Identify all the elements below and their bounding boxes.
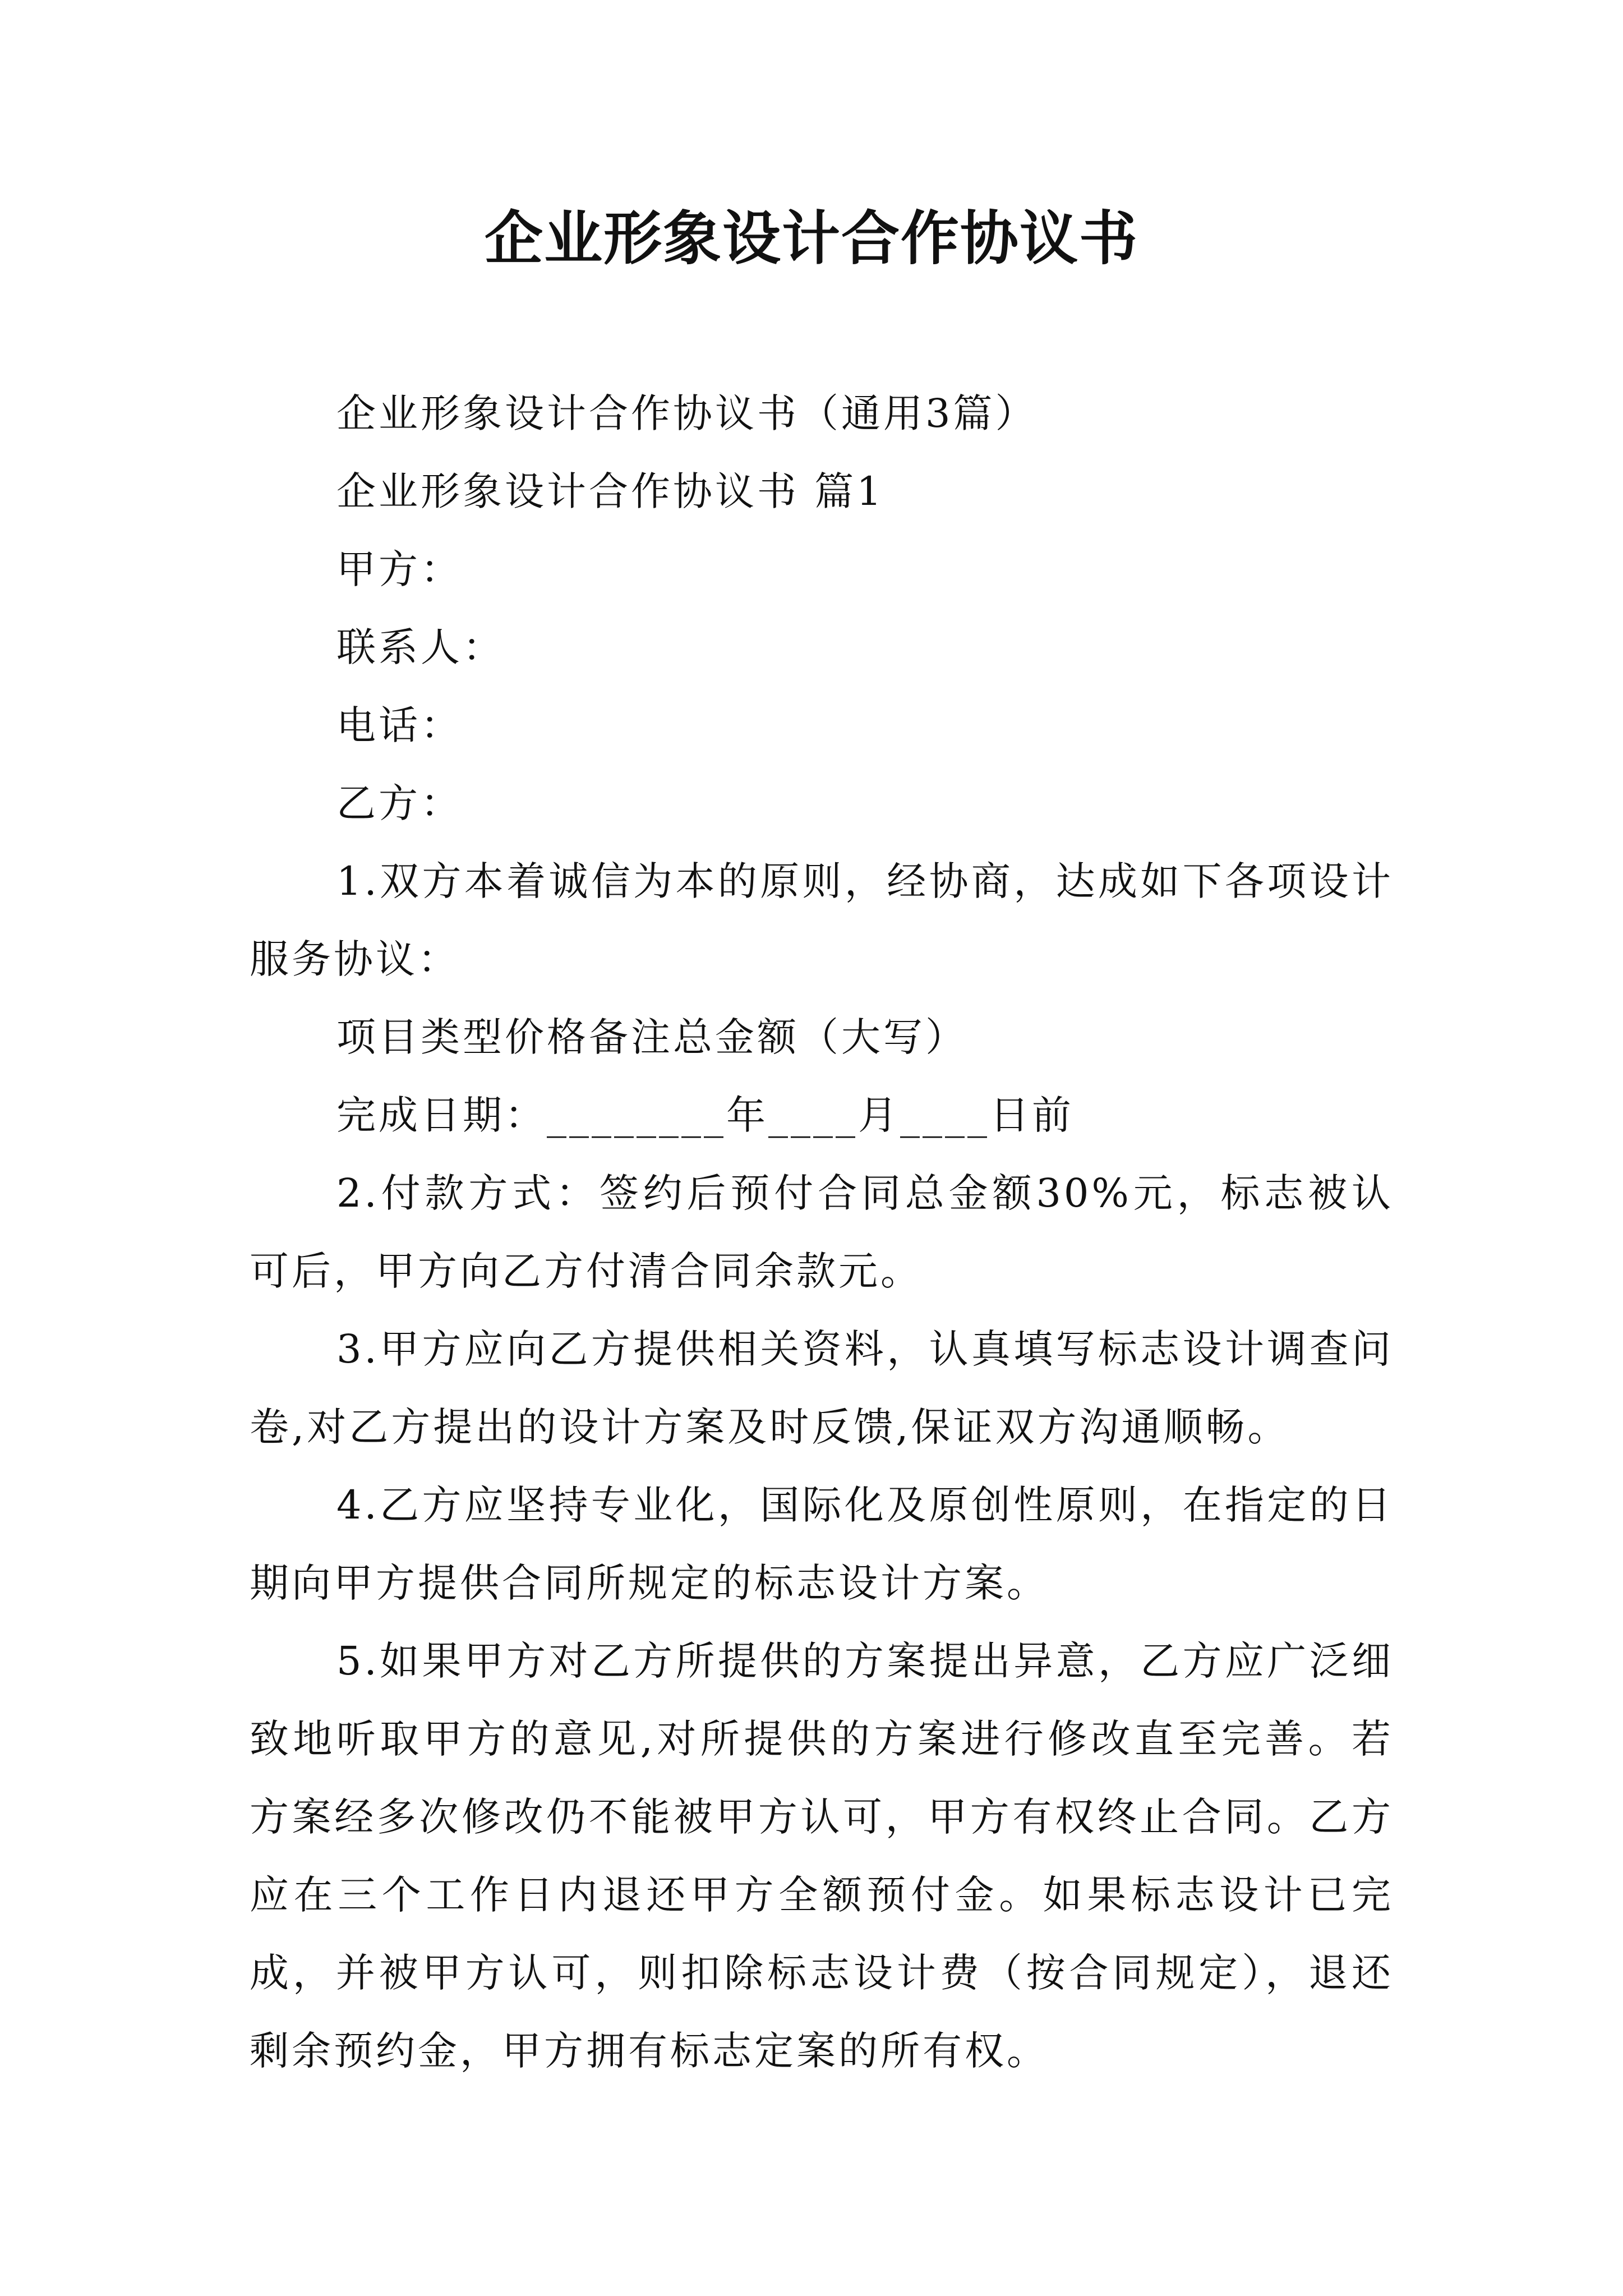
paragraph-completion-date: 完成日期：________年____月____日前 xyxy=(336,1092,1074,1138)
paragraph-clause-3: 3.甲方应向乙方提供相关资料，认真填写标志设计调查问卷,对乙方提出的设计方案及时反馈,保证双方沟通顺畅。 xyxy=(250,1326,1394,1450)
document-title: 企业形象设计合作协议书 xyxy=(484,204,1138,273)
paragraph-subtitle: 企业形象设计合作协议书（通用3篇） xyxy=(336,390,1038,436)
paragraph-clause-5: 5.如果甲方对乙方所提供的方案提出异意，乙方应广泛细致地听取甲方的意见,对所提供的方案进行修改直至完善。若方案经多次修改仍不能被甲方认可，甲方有权终止合同。乙方应在三个工作日内退还甲方全额预付金。如果标志设计已完成，并被甲方认可，则扣除标志设计费（按合同规定），退还剩余预约金，甲方拥有标志定案的所有权。 xyxy=(250,1638,1394,2074)
paragraph-clause-2: 2.付款方式：签约后预付合同总金额30%元，标志被认可后，甲方向乙方付清合同余款元。 xyxy=(250,1170,1394,1294)
paragraph-section-heading: 企业形象设计合作协议书 篇1 xyxy=(336,468,884,514)
paragraph-clause-4: 4.乙方应坚持专业化，国际化及原创性原则，在指定的日期向甲方提供合同所规定的标志设计方案。 xyxy=(250,1482,1394,1606)
paragraph-party-b: 乙方： xyxy=(336,780,463,826)
paragraph-clause-1: 1.双方本着诚信为本的原则，经协商，达成如下各项设计服务协议： xyxy=(250,858,1394,982)
paragraph-contact: 联系人： xyxy=(336,624,505,670)
paragraph-project-table-header: 项目类型价格备注总金额（大写） xyxy=(336,1014,967,1060)
document-body xyxy=(250,375,1394,2090)
paragraph-party-a: 甲方： xyxy=(336,546,463,592)
paragraph-phone: 电话： xyxy=(336,702,463,748)
